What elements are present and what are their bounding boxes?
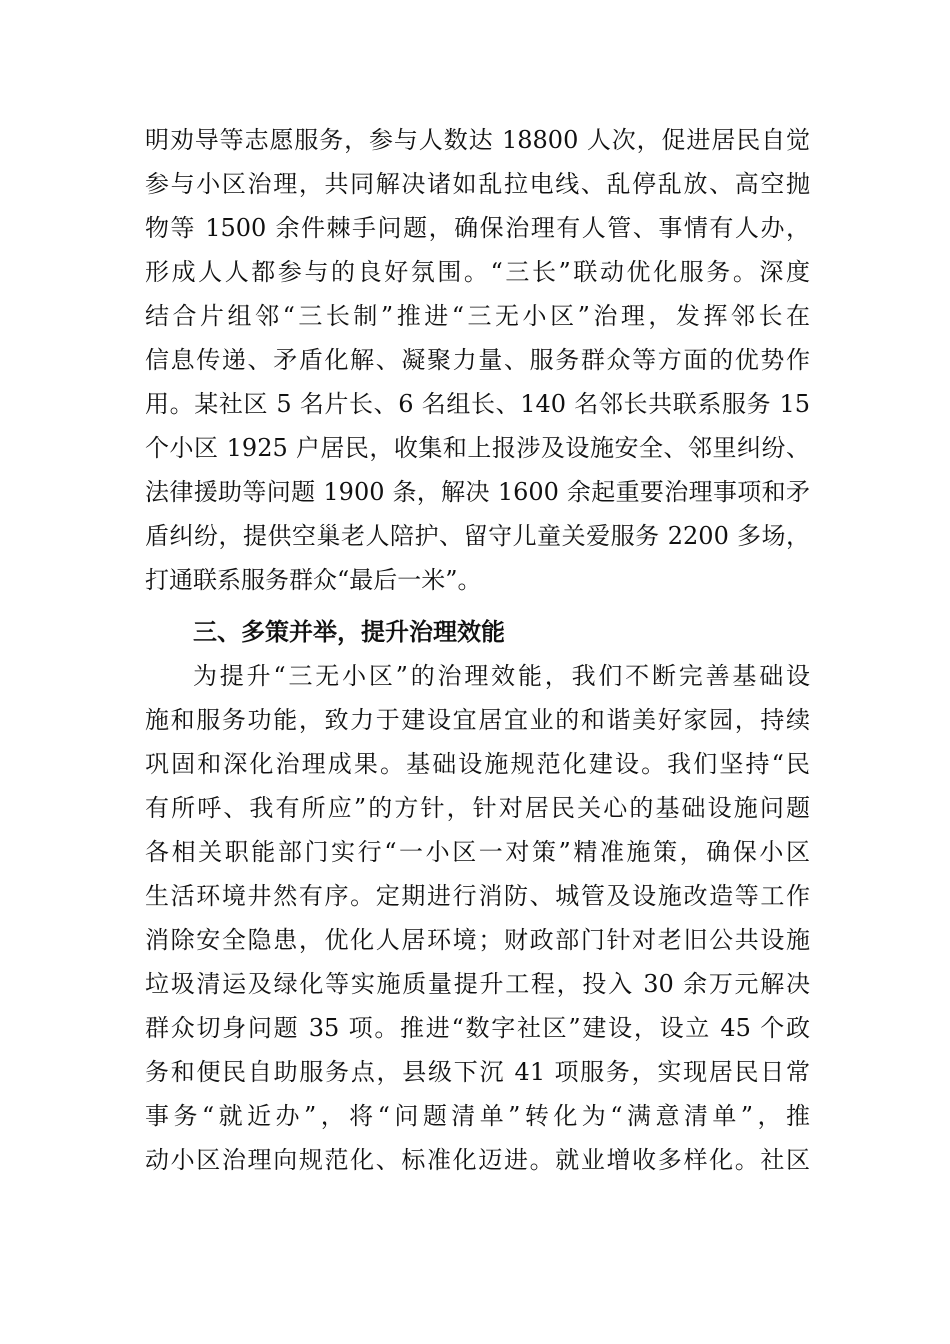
paragraph-1-line: 法律援助等问题 1900 条，解决 1600 余起重要治理事项和矛 — [145, 478, 810, 506]
paragraph-1-line: 信息传递、矛盾化解、凝聚力量、服务群众等方面的优势作 — [145, 346, 810, 374]
paragraph-2-line: 各相关职能部门实行“一小区一对策”精准施策，确保小区 — [145, 838, 810, 866]
paragraph-2-line: 为提升“三无小区”的治理效能，我们不断完善基础设 — [193, 662, 810, 690]
paragraph-2-line: 生活环境井然有序。定期进行消防、城管及设施改造等工作 — [145, 882, 810, 910]
paragraph-1-line: 个小区 1925 户居民，收集和上报涉及设施安全、邻里纠纷、 — [145, 434, 810, 462]
paragraph-2-line: 施和服务功能，致力于建设宜居宜业的和谐美好家园，持续 — [145, 706, 810, 734]
paragraph-2-line: 巩固和深化治理成果。基础设施规范化建设。我们坚持“民 — [145, 750, 810, 778]
paragraph-1-line: 形成人人都参与的良好氛围。“三长”联动优化服务。深度 — [145, 258, 810, 286]
paragraph-1-line: 结合片组邻“三长制”推进“三无小区”治理，发挥邻长在 — [145, 302, 810, 330]
paragraph-2-line: 事务“就近办”，将“问题清单”转化为“满意清单”，推 — [145, 1102, 810, 1130]
paragraph-2-line: 有所呼、我有所应”的方针，针对居民关心的基础设施问题 — [145, 794, 810, 822]
paragraph-1-line: 打通联系服务群众“最后一米”。 — [145, 566, 482, 594]
paragraph-2-line: 垃圾清运及绿化等实施质量提升工程，投入 30 余万元解决 — [145, 970, 810, 998]
paragraph-2-line: 消除安全隐患，优化人居环境；财政部门针对老旧公共设施 — [145, 926, 810, 954]
paragraph-2-line: 群众切身问题 35 项。推进“数字社区”建设，设立 45 个政 — [145, 1014, 810, 1042]
paragraph-2-line: 务和便民自助服务点，县级下沉 41 项服务，实现居民日常 — [145, 1058, 810, 1086]
paragraph-1-line: 物等 1500 余件棘手问题，确保治理有人管、事情有人办， — [145, 214, 810, 242]
paragraph-1-line: 参与小区治理，共同解决诸如乱拉电线、乱停乱放、高空抛 — [145, 170, 810, 198]
section-heading: 三、多策并举，提升治理效能 — [193, 618, 505, 646]
paragraph-1-line: 用。某社区 5 名片长、6 名组长、140 名邻长共联系服务 15 — [145, 390, 810, 418]
paragraph-1-line: 盾纠纷，提供空巢老人陪护、留守儿童关爱服务 2200 多场， — [145, 522, 810, 550]
paragraph-2-line: 动小区治理向规范化、标准化迈进。就业增收多样化。社区 — [145, 1146, 810, 1174]
paragraph-1-line: 明劝导等志愿服务，参与人数达 18800 人次，促进居民自觉 — [145, 126, 810, 154]
